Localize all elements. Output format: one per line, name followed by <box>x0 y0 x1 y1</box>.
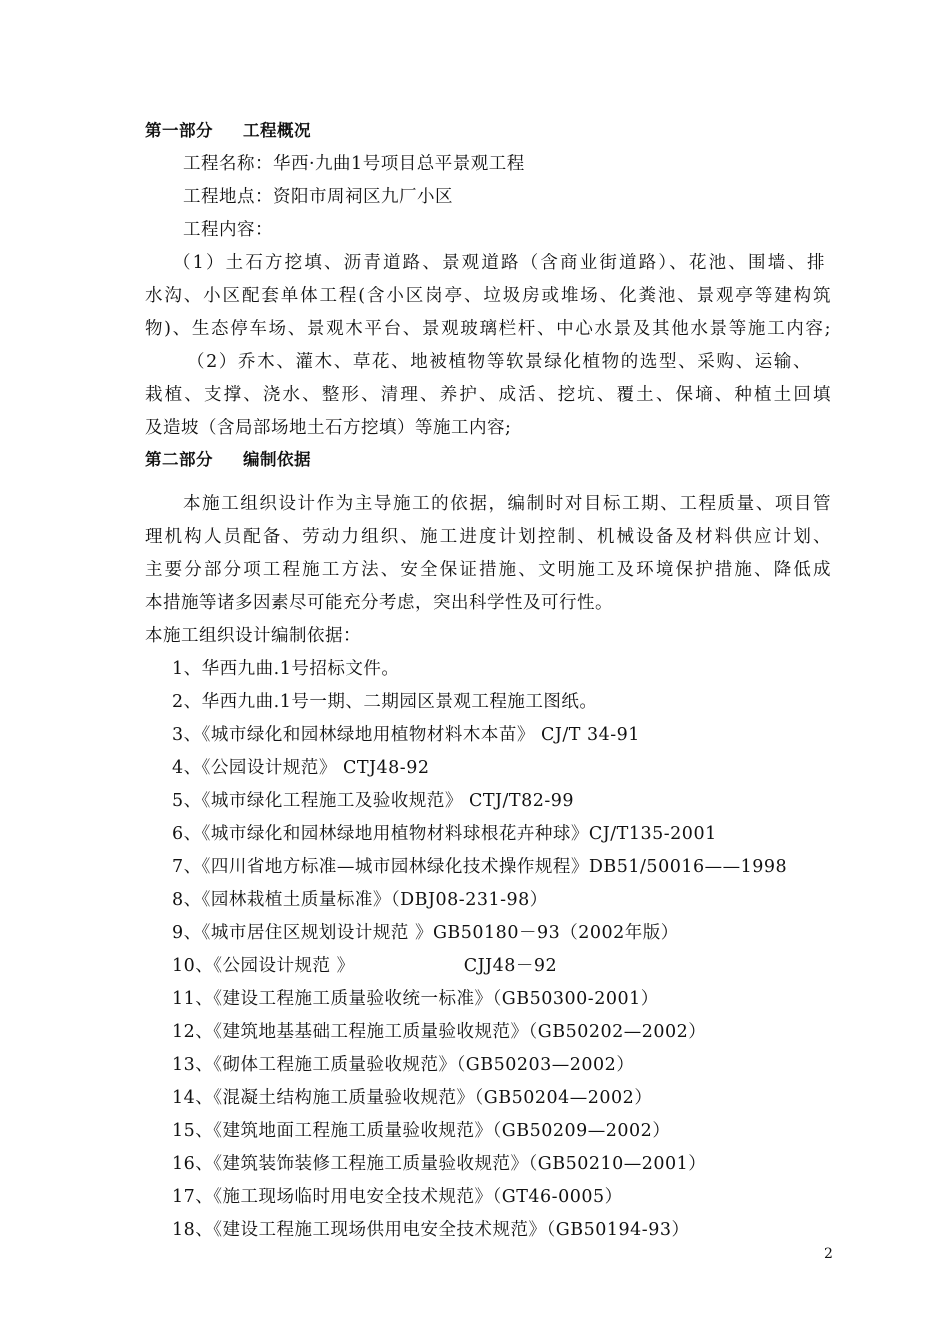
basis-item: 8、《园林栽植土质量标准》（DBJ08-231-98） <box>172 890 548 910</box>
project-name: 工程名称：华西·九曲1号项目总平景观工程 <box>183 154 525 174</box>
section-1-part: 第一部分 <box>145 121 213 140</box>
basis-item: 10、《公园设计规范 》 CJJ48－92 <box>172 956 558 976</box>
basis-item: 14、《混凝土结构施工质量验收规范》（GB50204—2002） <box>172 1088 653 1108</box>
basis-item: 2、华西九曲.1号一期、二期园区景观工程施工图纸。 <box>172 692 598 712</box>
basis-item: 18、《建设工程施工现场供用电安全技术规范》（GB50194-93） <box>172 1220 690 1240</box>
basis-item: 12、《建筑地基基础工程施工质量验收规范》（GB50202—2002） <box>172 1022 707 1042</box>
section-2-part: 第二部分 <box>145 450 213 469</box>
basis-item: 13、《砌体工程施工质量验收规范》（GB50203—2002） <box>172 1055 635 1075</box>
intro-line: 本施工组织设计作为主导施工的依据，编制时对目标工期、工程质量、项目管 <box>183 494 831 514</box>
basis-item: 4、《公园设计规范》 CTJ48-92 <box>172 758 430 778</box>
basis-item: 3、《城市绿化和园林绿地用植物材料木本苗》 CJ/T 34-91 <box>172 725 640 745</box>
section-1-heading <box>145 117 311 141</box>
basis-item: 15、《建筑地面工程施工质量验收规范》（GB50209—2002） <box>172 1121 671 1141</box>
basis-item: 9、《城市居住区规划设计规范 》GB50180－93（2002年版） <box>172 923 679 943</box>
content-2-line: 及造坡（含局部场地土石方挖填）等施工内容; <box>145 418 512 438</box>
intro-line: 主要分部分项工程施工方法、安全保证措施、文明施工及环境保护措施、降低成 <box>145 560 831 580</box>
project-location: 工程地点：资阳市周祠区九厂小区 <box>183 187 453 207</box>
basis-item: 16、《建筑装饰装修工程施工质量验收规范》（GB50210—2001） <box>172 1154 707 1174</box>
section-2-title: 编制依据 <box>243 450 311 469</box>
content-2-line: 栽植、支撑、浇水、整形、清理、养护、成活、挖坑、覆土、保墒、种植土回填 <box>145 385 831 405</box>
content-1-line: 水沟、小区配套单体工程(含小区岗亭、垃圾房或堆场、化粪池、景观亭等建构筑 <box>145 286 831 306</box>
basis-item: 5、《城市绿化工程施工及验收规范》 CTJ/T82-99 <box>172 791 575 811</box>
basis-item: 11、《建设工程施工质量验收统一标准》（GB50300-2001） <box>172 989 659 1009</box>
content-1-line: （1）土石方挖填、沥青道路、景观道路（含商业街道路）、花池、围墙、排 <box>173 253 825 273</box>
basis-item: 17、《施工现场临时用电安全技术规范》（GT46-0005） <box>172 1187 623 1207</box>
basis-item: 6、《城市绿化和园林绿地用植物材料球根花卉种球》CJ/T135-2001 <box>172 824 717 844</box>
section-2-heading <box>145 446 311 470</box>
page-number: 2 <box>824 1246 833 1262</box>
content-2-line: （2）乔木、灌木、草花、地被植物等软景绿化植物的选型、采购、运输、 <box>187 352 811 372</box>
basis-label: 本施工组织设计编制依据： <box>145 626 361 646</box>
basis-item: 1、华西九曲.1号招标文件。 <box>172 659 400 679</box>
basis-item: 7、《四川省地方标准—城市园林绿化技术操作规程》DB51/50016——1998 <box>172 857 788 877</box>
content-1-line: 物)、生态停车场、景观木平台、景观玻璃栏杆、中心水景及其他水景等施工内容; <box>145 319 831 339</box>
project-content-label: 工程内容： <box>183 220 273 240</box>
intro-line: 本措施等诸多因素尽可能充分考虑，突出科学性及可行性。 <box>145 593 613 613</box>
section-1-title: 工程概况 <box>243 121 311 140</box>
intro-line: 理机构人员配备、劳动力组织、施工进度计划控制、机械设备及材料供应计划、 <box>145 527 831 547</box>
